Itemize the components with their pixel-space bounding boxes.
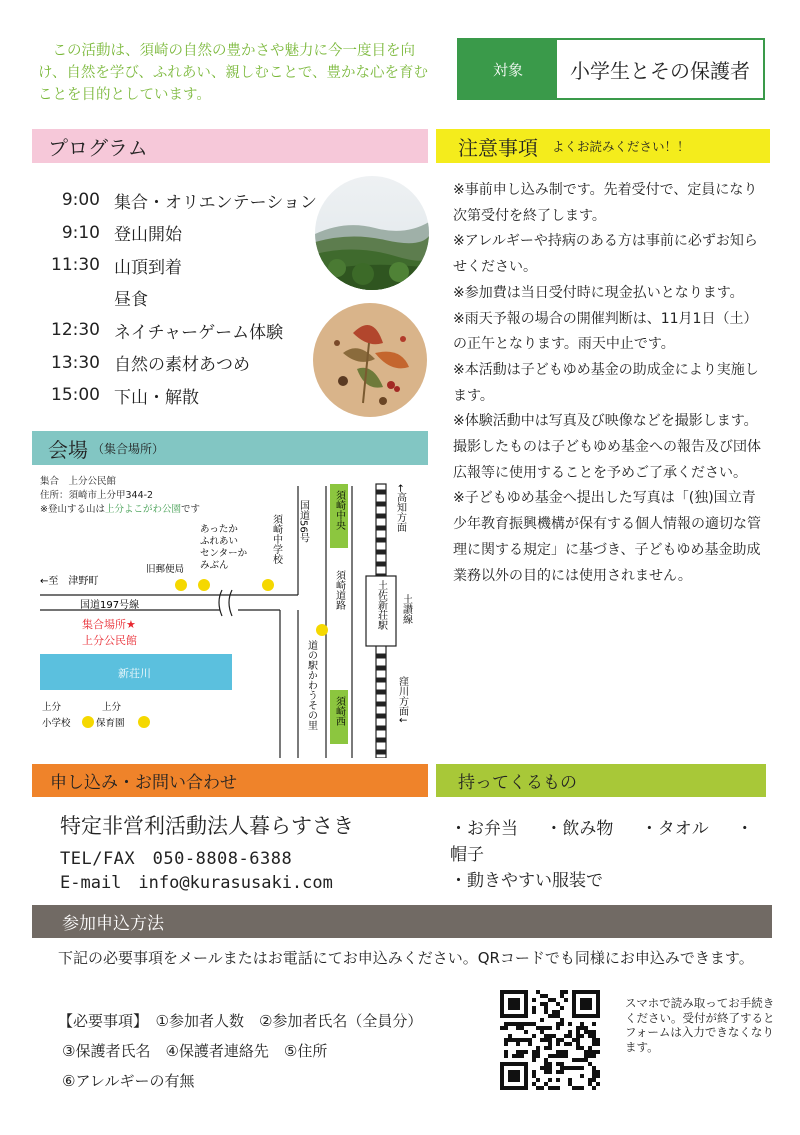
program-header [32,129,428,163]
venue-map [36,470,436,758]
required-line: 【必要事項】 ①参加者人数 ②参加者氏名（全員分） [58,1012,423,1030]
bring-list [450,816,770,894]
bring-header [436,764,766,797]
organization-name: 特定非営利活動法人暮らすさき [60,814,354,838]
junior-high-dot [262,579,274,591]
method-title: 参加申込方法 [62,914,164,934]
schedule-item [50,217,330,250]
old-post-label: 旧郵便局 [146,564,185,575]
intro-text: この活動は、須崎の自然の豊かさや魅力に今一度目を向け、自然を学び、ふれあい、親しむことで、豊かな心を育むことを目的としています。 [38,43,429,103]
schedule-time: 11:30 [51,255,100,276]
elem-school-label-2: 小学校 [42,718,71,729]
elem-school-dot [82,716,94,728]
schedule-time: 9:10 [61,222,100,243]
schedule-text: 下山・解散 [114,387,199,408]
susaki-chuo-label: 須崎中央 [333,490,345,530]
note-item: ※事前申し込み制です。先着受付で、定員になり次第受付を終了します。 [453,182,758,224]
method-text: 下記の必要事項をメールまたはお電話にてお申込みください。QRコードでも同様にお申込みできます。 [58,949,754,967]
required-line: ③保護者氏名 ④保護者連絡先 ⑤住所 [62,1042,328,1060]
tel-fax: TEL/FAX 050-8808-6388 [60,849,293,869]
michinoeki-dot [316,624,328,636]
dosan-line-label: 土讃線 [400,594,412,624]
schedule-text: ネイチャーゲーム体験 [114,322,284,343]
note-item: ※雨天予報の場合の開催判断は、11月1日（土）の正午となります。雨天中止です。 [453,310,758,353]
schedule-time: 12:30 [51,320,100,341]
required-items [58,1006,478,1096]
nursery-label-2: 保育園 [96,718,125,729]
bring-item: ・帽子 [450,819,754,865]
susaki-nishi-label: 須崎西 [333,696,345,726]
venue-subtitle: （集合場所） [92,441,165,456]
note-item: ※体験活動中は写真及び映像などを撮影します。撮影したものは子どもゆめ基金への報告及び団体広報等に使用することを予めご了承ください。 [453,413,761,481]
qr-note: スマホで読み取ってお手続きください。受付が終了するとフォームは入力できなくなります。 [625,996,775,1054]
note-item: ※アレルギーや持病のある方は事前に必ずお知らせください。 [453,233,758,276]
susaki-road-label: 須崎道路 [333,570,345,610]
map-info-meeting: 集合 上分公民館 [40,476,117,487]
bring-item: ・飲み物 [545,819,614,839]
schedule-text: 集合・オリエンテーション [114,192,317,213]
program-title: プログラム [48,135,148,160]
schedule-text: 登山開始 [114,225,182,246]
target-value: 小学生とその保護者 [570,58,750,83]
schedule-item [50,249,330,282]
kokudo56-label: 国道56号 [297,500,309,543]
notes-header [436,129,770,163]
note-item: ※本活動は子どもゆめ基金の助成金により実施します。 [453,361,759,404]
map-info-address: 住所：須崎市上分甲344-2 [40,490,154,501]
schedule-time: 15:00 [51,385,100,406]
old-post-dot [175,579,187,591]
apply-header [32,764,428,797]
schedule-item [50,314,330,347]
nursery-dot [138,716,150,728]
schedule-item [50,184,330,217]
email-address[interactable]: E-mail info@kurasusaki.com [60,873,333,893]
schedule-item [50,282,330,315]
note-item: ※参加費は当日受付時に現金払いとなります。 [453,284,744,301]
venue-title: 会場 [48,437,88,462]
elem-school-label-1: 上分 [42,702,62,713]
bring-item: ・動きやすい服装で [450,871,603,891]
schedule-item [50,379,330,412]
schedule-time: 13:30 [51,352,100,373]
required-line: ⑥アレルギーの有無 [62,1072,195,1090]
schedule-text: 昼食 [114,290,148,311]
schedule-text: 自然の素材あつめ [114,355,250,376]
kokudo197-label: 国道197号線 [80,600,140,611]
schedule-item [50,347,330,380]
map-info-mountain: ※登山する山は上分よこがわ公園です [40,504,200,515]
tosa-shinjo-label: 土佐新荘駅 [375,580,387,630]
shinjo-river-label: 新荘川 [118,667,151,680]
notes-subtitle: よくお読みください！！ [552,139,690,154]
schedule-list [50,184,330,412]
note-item: ※子どもゆめ基金へ提出した写真は「(独)国立青少年教育振興機構が保有する個人情報の適切な管理に関する規定」に基づき、子どもゆめ基金助成業務以外の目的には使用されません。 [453,490,761,584]
schedule-time: 9:00 [61,190,100,211]
nature-materials-photo [313,303,427,417]
atakata-center-label: あったかふれあいセンターかみぶん [200,524,248,571]
nursery-label-1: 上分 [102,702,122,713]
meeting-place-label: 集合場所★ [82,618,136,631]
qr-code[interactable] [500,990,600,1090]
bring-item: ・タオル [640,819,709,839]
notes-title: 注意事項 [458,135,538,160]
road-break-mark [219,590,232,616]
target-label: 対象 [459,40,557,98]
center-dot [198,579,210,591]
target-box [457,38,765,100]
tsuno-direction-label: ←至 津野町 [40,576,99,587]
michinoeki-label: 道の駅かわうその里 [305,640,317,730]
junior-high-label: 須崎中学校 [270,514,282,564]
kochi-direction-label: ←高知方面 [394,484,406,533]
meeting-hall-label: 上分公民館 [82,634,137,647]
mountain-photo [315,176,429,290]
apply-title: 申し込み・お問い合わせ [50,773,237,793]
venue-header [32,431,428,465]
bring-item: ・お弁当 [450,819,518,839]
bring-title: 持ってくるもの [458,773,577,793]
notes-list [453,178,763,589]
schedule-text: 山頂到着 [114,257,182,278]
kubokawa-direction-label: 窪川方面↓ [396,676,408,725]
method-header [32,905,772,938]
